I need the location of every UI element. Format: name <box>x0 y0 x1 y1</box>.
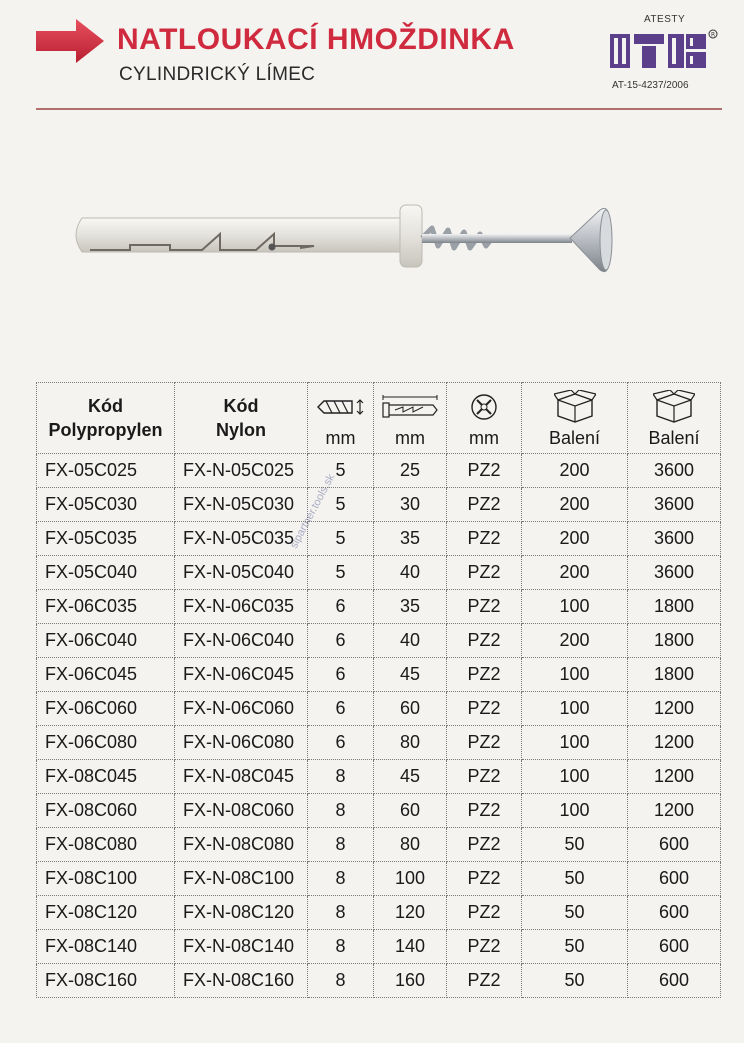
cell-code-polypropylen: FX-05C025 <box>37 454 175 488</box>
cell-screw-bit: PZ2 <box>447 624 522 658</box>
cell-screw-bit: PZ2 <box>447 522 522 556</box>
cell-package-large: 600 <box>628 862 721 896</box>
cell-package-large: 600 <box>628 896 721 930</box>
cell-drill-diameter: 5 <box>308 522 374 556</box>
cell-screw-bit: PZ2 <box>447 726 522 760</box>
cell-package-small: 50 <box>522 896 628 930</box>
cell-anchor-length: 120 <box>374 896 447 930</box>
cell-package-large: 3600 <box>628 488 721 522</box>
cell-anchor-length: 100 <box>374 862 447 896</box>
cell-anchor-length: 160 <box>374 964 447 998</box>
cell-code-nylon: FX-N-06C080 <box>175 726 308 760</box>
cell-code-polypropylen: FX-08C140 <box>37 930 175 964</box>
header-package-small <box>522 383 628 454</box>
cell-drill-diameter: 6 <box>308 590 374 624</box>
table-row <box>37 760 721 794</box>
table-row <box>37 658 721 692</box>
cell-package-small: 200 <box>522 556 628 590</box>
cell-package-small: 100 <box>522 760 628 794</box>
header-unit: mm <box>469 428 499 448</box>
page-subtitle: CYLINDRICKÝ LÍMEC <box>119 64 316 85</box>
cell-package-large: 600 <box>628 930 721 964</box>
cell-drill-diameter: 8 <box>308 794 374 828</box>
cell-code-nylon: FX-N-08C100 <box>175 862 308 896</box>
table-row <box>37 828 721 862</box>
certification-badge <box>604 14 724 94</box>
table-row <box>37 488 721 522</box>
cell-package-large: 1800 <box>628 590 721 624</box>
header-code-sub: Nylon <box>215 420 266 440</box>
table-row <box>37 692 721 726</box>
cell-code-nylon: FX-N-08C080 <box>175 828 308 862</box>
cell-code-nylon: FX-N-05C040 <box>175 556 308 590</box>
hammer-anchor-image <box>60 150 660 320</box>
cell-anchor-length: 45 <box>374 658 447 692</box>
cell-code-polypropylen: FX-06C080 <box>37 726 175 760</box>
cell-anchor-length: 45 <box>374 760 447 794</box>
header-screw-bit <box>447 383 522 454</box>
cell-code-nylon: FX-N-08C140 <box>175 930 308 964</box>
header-unit: mm <box>325 428 356 448</box>
cell-code-polypropylen: FX-06C060 <box>37 692 175 726</box>
cell-code-polypropylen: FX-06C035 <box>37 590 175 624</box>
cell-code-polypropylen: FX-06C040 <box>37 624 175 658</box>
cell-screw-bit: PZ2 <box>447 692 522 726</box>
cell-screw-bit: PZ2 <box>447 590 522 624</box>
table-row <box>37 930 721 964</box>
cell-drill-diameter: 5 <box>308 556 374 590</box>
cell-screw-bit: PZ2 <box>447 896 522 930</box>
cell-package-large: 3600 <box>628 454 721 488</box>
cell-package-small: 50 <box>522 930 628 964</box>
table-row <box>37 454 721 488</box>
cell-code-nylon: FX-N-08C120 <box>175 896 308 930</box>
cell-anchor-length: 40 <box>374 556 447 590</box>
cell-anchor-length: 60 <box>374 794 447 828</box>
table-row <box>37 964 721 998</box>
page-title: NATLOUKACÍ HMOŽDINKA <box>117 23 515 56</box>
page-header <box>0 0 744 112</box>
cell-code-polypropylen: FX-05C035 <box>37 522 175 556</box>
cell-package-large: 1200 <box>628 794 721 828</box>
cell-anchor-length: 140 <box>374 930 447 964</box>
cell-package-large: 1800 <box>628 624 721 658</box>
drill-icon <box>316 398 366 416</box>
cell-code-nylon: FX-N-05C035 <box>175 522 308 556</box>
cell-screw-bit: PZ2 <box>447 862 522 896</box>
cell-code-nylon: FX-N-05C030 <box>175 488 308 522</box>
cell-anchor-length: 35 <box>374 590 447 624</box>
cell-anchor-length: 35 <box>374 522 447 556</box>
cell-screw-bit: PZ2 <box>447 828 522 862</box>
header-code-sub: Polypropylen <box>48 420 163 440</box>
cell-drill-diameter: 6 <box>308 658 374 692</box>
header-unit: Balení <box>648 428 700 448</box>
header-anchor-length <box>374 383 447 454</box>
cell-drill-diameter: 6 <box>308 624 374 658</box>
cell-anchor-length: 30 <box>374 488 447 522</box>
cell-screw-bit: PZ2 <box>447 658 522 692</box>
cell-screw-bit: PZ2 <box>447 964 522 998</box>
table-header-row <box>37 383 721 454</box>
cell-drill-diameter: 8 <box>308 760 374 794</box>
cert-number: AT-15-4237/2006 <box>612 80 689 91</box>
cell-code-nylon: FX-N-08C045 <box>175 760 308 794</box>
cell-package-small: 50 <box>522 862 628 896</box>
cell-package-small: 100 <box>522 590 628 624</box>
cell-package-large: 3600 <box>628 556 721 590</box>
cell-code-polypropylen: FX-08C060 <box>37 794 175 828</box>
cell-code-polypropylen: FX-05C040 <box>37 556 175 590</box>
cell-package-small: 200 <box>522 624 628 658</box>
cell-code-polypropylen: FX-08C045 <box>37 760 175 794</box>
header-divider <box>36 108 722 110</box>
cell-package-large: 1800 <box>628 658 721 692</box>
cell-drill-diameter: 8 <box>308 896 374 930</box>
cell-code-nylon: FX-N-05C025 <box>175 454 308 488</box>
cell-drill-diameter: 8 <box>308 828 374 862</box>
cell-code-polypropylen: FX-06C045 <box>37 658 175 692</box>
cell-code-nylon: FX-N-08C160 <box>175 964 308 998</box>
cell-code-nylon: FX-N-06C045 <box>175 658 308 692</box>
cell-package-large: 600 <box>628 828 721 862</box>
cell-screw-bit: PZ2 <box>447 556 522 590</box>
table-row <box>37 522 721 556</box>
cell-drill-diameter: 6 <box>308 692 374 726</box>
cell-package-small: 200 <box>522 454 628 488</box>
cell-drill-diameter: 8 <box>308 862 374 896</box>
cell-code-polypropylen: FX-05C030 <box>37 488 175 522</box>
cell-package-small: 50 <box>522 964 628 998</box>
cell-package-small: 100 <box>522 692 628 726</box>
cell-screw-bit: PZ2 <box>447 454 522 488</box>
arrow-right-icon <box>34 16 106 66</box>
table-row <box>37 794 721 828</box>
table-row <box>37 590 721 624</box>
cell-screw-bit: PZ2 <box>447 930 522 964</box>
product-spec-table <box>36 382 721 998</box>
header-unit: mm <box>395 428 425 448</box>
cell-screw-bit: PZ2 <box>447 488 522 522</box>
cell-anchor-length: 60 <box>374 692 447 726</box>
cell-package-large: 1200 <box>628 726 721 760</box>
cell-screw-bit: PZ2 <box>447 760 522 794</box>
cell-anchor-length: 25 <box>374 454 447 488</box>
cell-package-small: 100 <box>522 726 628 760</box>
cell-package-small: 50 <box>522 828 628 862</box>
cell-code-nylon: FX-N-06C035 <box>175 590 308 624</box>
cell-drill-diameter: 5 <box>308 488 374 522</box>
cell-anchor-length: 40 <box>374 624 447 658</box>
cell-drill-diameter: 5 <box>308 454 374 488</box>
cell-drill-diameter: 8 <box>308 964 374 998</box>
cell-code-polypropylen: FX-08C100 <box>37 862 175 896</box>
cell-package-large: 1200 <box>628 760 721 794</box>
cell-anchor-length: 80 <box>374 828 447 862</box>
cell-package-small: 100 <box>522 794 628 828</box>
box-icon <box>554 390 596 424</box>
cell-package-large: 600 <box>628 964 721 998</box>
cell-code-polypropylen: FX-08C120 <box>37 896 175 930</box>
table-row <box>37 556 721 590</box>
svg-text:R: R <box>711 31 716 39</box>
cell-drill-diameter: 8 <box>308 930 374 964</box>
watermark-text: slpartner.tools.sk <box>288 472 338 551</box>
cell-code-nylon: FX-N-06C040 <box>175 624 308 658</box>
cell-screw-bit: PZ2 <box>447 794 522 828</box>
cell-package-small: 100 <box>522 658 628 692</box>
header-unit: Balení <box>548 428 601 448</box>
cell-drill-diameter: 6 <box>308 726 374 760</box>
cell-code-nylon: FX-N-08C060 <box>175 794 308 828</box>
cell-code-polypropylen: FX-08C080 <box>37 828 175 862</box>
header-code-polypropylen <box>37 383 175 454</box>
table-row <box>37 624 721 658</box>
cell-package-small: 200 <box>522 488 628 522</box>
header-code-nylon <box>175 383 308 454</box>
itb-logo-icon <box>610 28 718 78</box>
cell-code-polypropylen: FX-08C160 <box>37 964 175 998</box>
cell-package-large: 1200 <box>628 692 721 726</box>
cert-label: ATESTY <box>644 14 686 25</box>
cell-package-large: 3600 <box>628 522 721 556</box>
table-row <box>37 896 721 930</box>
anchor-length-icon <box>381 395 439 419</box>
table-row <box>37 862 721 896</box>
screwdriver-bit-icon <box>469 392 499 422</box>
header-code-title: Kód <box>223 396 259 416</box>
cell-package-small: 200 <box>522 522 628 556</box>
cell-code-nylon: FX-N-06C060 <box>175 692 308 726</box>
header-package-large <box>628 383 721 454</box>
header-drill-diameter <box>308 383 374 454</box>
table-row <box>37 726 721 760</box>
cell-anchor-length: 80 <box>374 726 447 760</box>
header-code-title: Kód <box>88 396 123 416</box>
box-icon <box>653 390 695 424</box>
